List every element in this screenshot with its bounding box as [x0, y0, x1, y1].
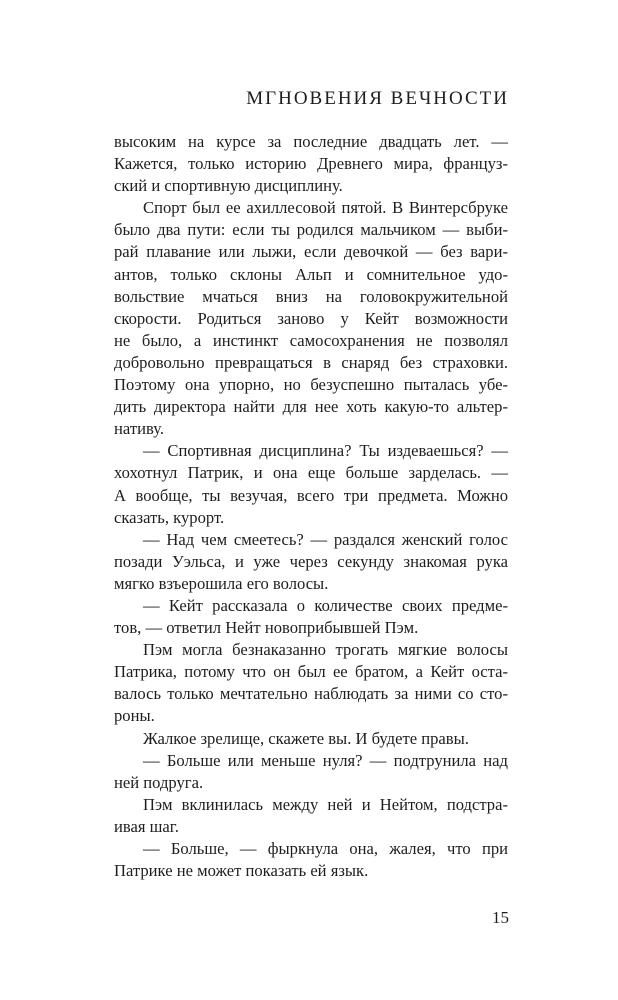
text-line: тов, — ответил Нейт новоприбывшей Пэм. [114, 618, 419, 638]
text-line: сказать, курорт. [114, 507, 225, 527]
text-line: Патрика, потому что он был ее братом, а Кейт оста- [114, 662, 508, 682]
text-line: — Спортивная дисциплина? Ты издеваешься? — [143, 441, 508, 461]
text-line: Пэм могла безнаказанно трогать мягкие волосы [143, 640, 508, 660]
text-line: рай плавание или лыжи, если девочкой — без вари- [114, 242, 508, 262]
text-line: Патрике не может показать ей язык. [114, 861, 369, 881]
text-line: было два пути: если ты родился мальчиком — выби- [114, 220, 508, 240]
text-line: не было, а инстинкт самосохранения не позволял [114, 330, 508, 350]
text-line: мягко взъерошила его волосы. [114, 573, 329, 593]
text-line: ней подруга. [114, 772, 204, 792]
text-line: позади Уэльса, и уже через секунду знакомая рука [114, 551, 508, 571]
text-line: — Больше или меньше нуля? — подтрунила над [143, 750, 508, 770]
body-text [114, 131, 508, 882]
text-line: Жалкое зрелище, скажете вы. И будете правы. [143, 728, 469, 748]
text-line: ский и спортивную дисциплину. [114, 176, 343, 196]
text-line: скорости. Родиться заново у Кейт возможности [114, 308, 508, 328]
text-line: — Над чем смеетесь? — раздался женский голос [143, 529, 508, 549]
text-line: нативу. [114, 419, 164, 439]
text-line: ивая шаг. [114, 816, 179, 836]
text-line: дить директора найти для нее хоть какую-то альтер- [114, 397, 508, 417]
page-number: 15 [492, 908, 509, 927]
text-line: — Кейт рассказала о количестве своих предме- [143, 595, 508, 615]
text-line: Поэтому она упорно, но безуспешно пыталась убе- [114, 375, 508, 395]
text-line: антов, только склоны Альп и сомнительное удо- [114, 264, 508, 284]
text-line: валось только мечтательно наблюдать за ними со сто- [114, 684, 508, 704]
text-line: роны. [114, 706, 155, 726]
text-line: высоким на курсе за последние двадцать лет. — [114, 132, 508, 151]
text-line: А вообще, ты везучая, всего три предмета. Можно [114, 485, 508, 505]
text-line: Спорт был ее ахиллесовой пятой. В Винтерсбруке [143, 198, 508, 218]
text-line: — Больше, — фыркнула она, жалея, что при [143, 839, 508, 858]
running-title: МГНОВЕНИЯ ВЕЧНОСТИ [246, 88, 509, 109]
text-line: вольствие мчаться вниз на головокружительной [114, 286, 508, 306]
text-line: Пэм вклинилась между ней и Нейтом, подстра- [143, 794, 508, 814]
text-line: Кажется, только историю Древнего мира, француз- [114, 154, 508, 174]
text-line: добровольно превращаться в снаряд без страховки. [114, 352, 508, 372]
text-line: хохотнул Патрик, и она еще больше зарделась. — [114, 463, 508, 483]
